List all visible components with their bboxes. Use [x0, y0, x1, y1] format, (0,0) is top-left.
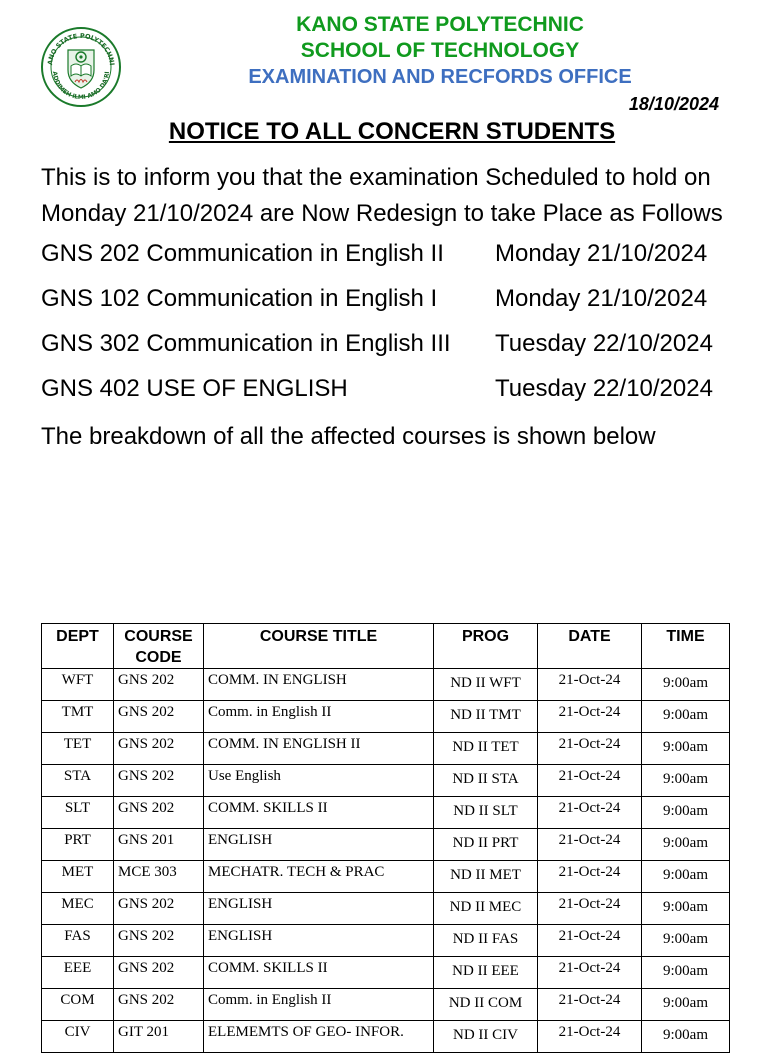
cell-date: 21-Oct-24 — [538, 829, 642, 861]
cell-dept: FAS — [42, 925, 114, 957]
table-row — [42, 925, 730, 957]
notice-title: NOTICE TO ALL CONCERN STUDENTS — [168, 118, 616, 145]
cell-course-title: Comm. in English II — [204, 989, 434, 1021]
schedule-course: GNS 402 USE OF ENGLISH — [41, 375, 348, 402]
cell-time: 9:00am — [642, 829, 730, 861]
cell-prog: ND II SLT — [434, 797, 538, 829]
header-dept: DEPT — [42, 624, 114, 669]
table-row — [42, 669, 730, 701]
cell-prog: ND II STA — [434, 765, 538, 797]
cell-prog: ND II PRT — [434, 829, 538, 861]
schedule-date: Tuesday 22/10/2024 — [495, 330, 713, 357]
table-row — [42, 989, 730, 1021]
header-course-code-line1: COURSE — [124, 628, 193, 645]
cell-prog: ND II MEC — [434, 893, 538, 925]
cell-course-code: GNS 202 — [114, 797, 204, 829]
cell-prog: ND II EEE — [434, 957, 538, 989]
cell-dept: PRT — [42, 829, 114, 861]
cell-time: 9:00am — [642, 957, 730, 989]
cell-date: 21-Oct-24 — [538, 797, 642, 829]
cell-course-title: COMM. IN ENGLISH — [204, 669, 434, 701]
cell-prog: ND II COM — [434, 989, 538, 1021]
cell-course-title: ENGLISH — [204, 925, 434, 957]
cell-date: 21-Oct-24 — [538, 957, 642, 989]
cell-dept: STA — [42, 765, 114, 797]
cell-prog: ND II TET — [434, 733, 538, 765]
table-row — [42, 1021, 730, 1053]
schedule-date: Monday 21/10/2024 — [495, 240, 708, 267]
cell-dept: COM — [42, 989, 114, 1021]
cell-course-code: GNS 202 — [114, 925, 204, 957]
cell-date: 21-Oct-24 — [538, 1021, 642, 1053]
notice-paragraph-line-2: Monday 21/10/2024 are Now Redesign to take Place as Follows — [41, 200, 723, 227]
cell-prog: ND II CIV — [434, 1021, 538, 1053]
cell-course-code: GNS 201 — [114, 829, 204, 861]
header-course-code-line2: CODE — [135, 649, 182, 666]
cell-course-title: COMM. SKILLS II — [204, 957, 434, 989]
cell-course-code: GIT 201 — [114, 1021, 204, 1053]
cell-course-code: GNS 202 — [114, 989, 204, 1021]
cell-date: 21-Oct-24 — [538, 765, 642, 797]
cell-course-code: GNS 202 — [114, 669, 204, 701]
schedule-course: GNS 202 Communication in English II — [41, 240, 444, 267]
logo-ring-bottom-text: ADDIMEH ILMI AMO DA'RI — [50, 71, 112, 102]
school-name: SCHOOL OF TECHNOLOGY — [300, 39, 580, 62]
cell-time: 9:00am — [642, 893, 730, 925]
cell-course-title: Comm. in English II — [204, 701, 434, 733]
cell-prog: ND II TMT — [434, 701, 538, 733]
schedule-course: GNS 102 Communication in English I — [41, 285, 438, 312]
table-row — [42, 797, 730, 829]
header-time: TIME — [642, 624, 730, 669]
cell-course-code: GNS 202 — [114, 957, 204, 989]
header-prog: PROG — [434, 624, 538, 669]
cell-course-title: MECHATR. TECH & PRAC — [204, 861, 434, 893]
cell-dept: EEE — [42, 957, 114, 989]
table-row — [42, 861, 730, 893]
notice-date: 18/10/2024 — [628, 94, 719, 114]
cell-time: 9:00am — [642, 861, 730, 893]
courses-table — [41, 623, 730, 1053]
cell-dept: SLT — [42, 797, 114, 829]
cell-course-code: GNS 202 — [114, 701, 204, 733]
cell-time: 9:00am — [642, 733, 730, 765]
cell-prog: ND II MET — [434, 861, 538, 893]
notice-paragraph-line-1: This is to inform you that the examination Scheduled to hold on — [41, 164, 711, 191]
table-row — [42, 765, 730, 797]
logo-ring-top-text: ANO STATE POLYTECHNI — [46, 31, 116, 66]
table-row — [42, 893, 730, 925]
schedule-date: Monday 21/10/2024 — [495, 285, 708, 312]
cell-dept: CIV — [42, 1021, 114, 1053]
cell-date: 21-Oct-24 — [538, 733, 642, 765]
cell-course-code: GNS 202 — [114, 765, 204, 797]
office-name: EXAMINATION AND RECFORDS OFFICE — [248, 66, 632, 88]
header-course-title: COURSE TITLE — [204, 624, 434, 669]
table-header-row — [42, 624, 730, 669]
table-row — [42, 957, 730, 989]
breakdown-text: The breakdown of all the affected courses is shown below — [41, 423, 656, 450]
cell-course-title: ENGLISH — [204, 893, 434, 925]
cell-date: 21-Oct-24 — [538, 701, 642, 733]
header-course-code — [114, 624, 204, 669]
cell-course-title: ELEMEMTS OF GEO- INFOR. — [204, 1021, 434, 1053]
institution-name: KANO STATE POLYTECHNIC — [296, 13, 584, 36]
cell-time: 9:00am — [642, 669, 730, 701]
cell-course-code: GNS 202 — [114, 893, 204, 925]
table-row — [42, 701, 730, 733]
cell-dept: MEC — [42, 893, 114, 925]
cell-date: 21-Oct-24 — [538, 861, 642, 893]
cell-date: 21-Oct-24 — [538, 989, 642, 1021]
cell-time: 9:00am — [642, 765, 730, 797]
cell-date: 21-Oct-24 — [538, 893, 642, 925]
cell-course-title: ENGLISH — [204, 829, 434, 861]
cell-time: 9:00am — [642, 925, 730, 957]
schedule-course: GNS 302 Communication in English III — [41, 330, 451, 357]
cell-prog: ND II WFT — [434, 669, 538, 701]
cell-dept: WFT — [42, 669, 114, 701]
cell-course-title: COMM. SKILLS II — [204, 797, 434, 829]
cell-course-code: GNS 202 — [114, 733, 204, 765]
cell-time: 9:00am — [642, 989, 730, 1021]
cell-course-title: Use English — [204, 765, 434, 797]
cell-date: 21-Oct-24 — [538, 925, 642, 957]
cell-prog: ND II FAS — [434, 925, 538, 957]
schedule-date: Tuesday 22/10/2024 — [495, 375, 713, 402]
cell-dept: TMT — [42, 701, 114, 733]
table-row — [42, 829, 730, 861]
cell-dept: MET — [42, 861, 114, 893]
header-date: DATE — [538, 624, 642, 669]
cell-time: 9:00am — [642, 701, 730, 733]
cell-time: 9:00am — [642, 1021, 730, 1053]
cell-course-code: MCE 303 — [114, 861, 204, 893]
cell-date: 21-Oct-24 — [538, 669, 642, 701]
cell-course-title: COMM. IN ENGLISH II — [204, 733, 434, 765]
table-row — [42, 733, 730, 765]
cell-time: 9:00am — [642, 797, 730, 829]
cell-dept: TET — [42, 733, 114, 765]
